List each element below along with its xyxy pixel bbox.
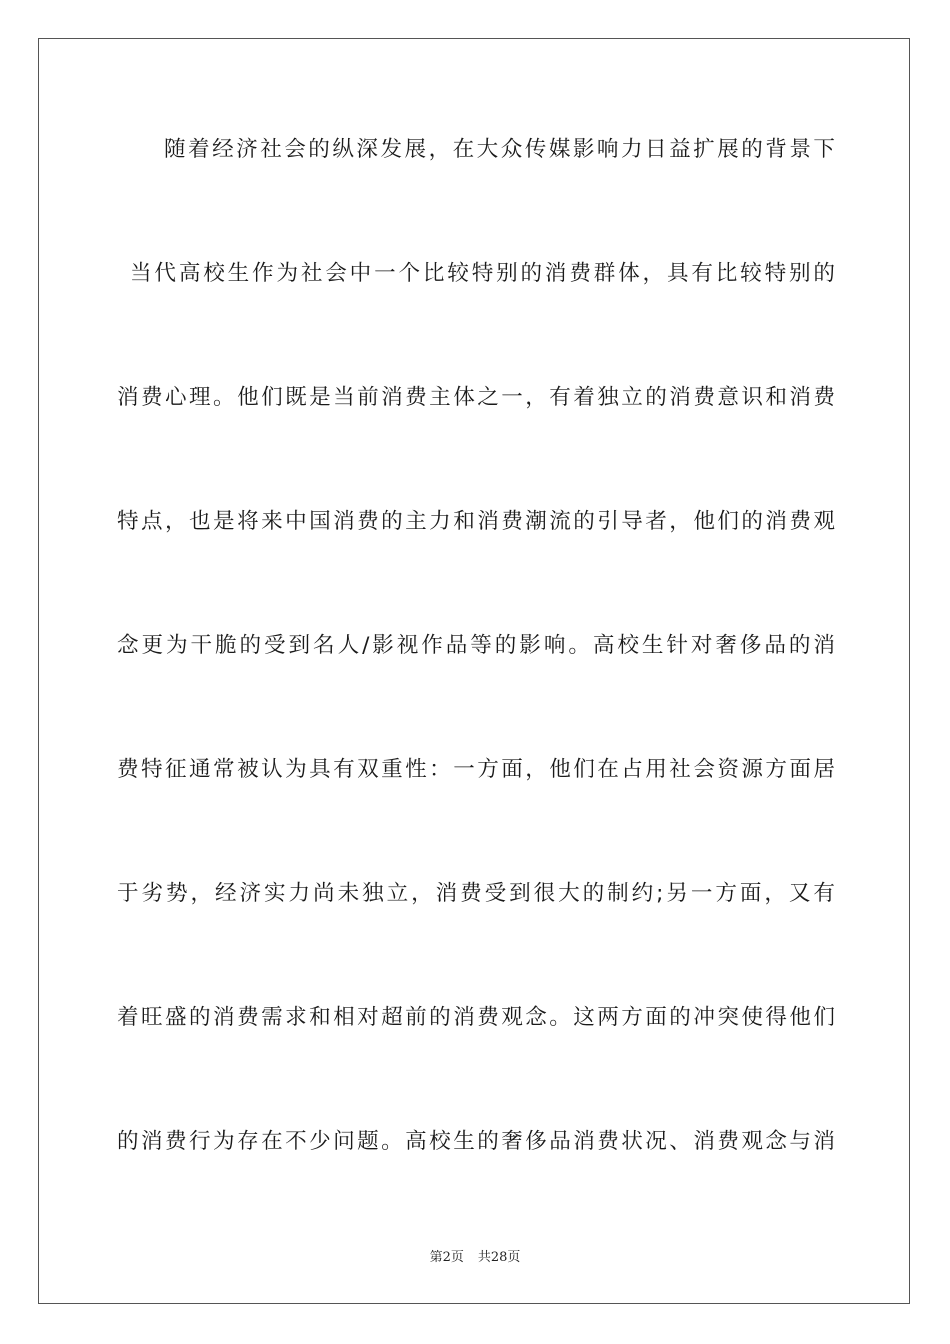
- page-footer: [0, 1246, 950, 1265]
- total-pages: 共28页: [477, 1250, 521, 1265]
- body-text-line-2: 当代高校生作为社会中一个比较特别的消费群体，具有比较特别的: [130, 261, 835, 286]
- body-text-line-6: 费特征通常被认为具有双重性：一方面，他们在占用社会资源方面居: [117, 757, 835, 782]
- body-text-line-4: 特点，也是将来中国消费的主力和消费潮流的引导者，他们的消费观: [117, 509, 835, 534]
- body-text-line-7: 于劣势，经济实力尚未独立，消费受到很大的制约;另一方面，又有: [117, 881, 835, 906]
- body-text-line-5: 念更为干脆的受到名人/影视作品等的影响。高校生针对奢侈品的消: [117, 633, 835, 658]
- page-number: 第2页: [429, 1250, 464, 1265]
- body-text-line-9: 的消费行为存在不少问题。高校生的奢侈品消费状况、消费观念与消: [117, 1129, 835, 1154]
- body-text-line-1: 随着经济社会的纵深发展，在大众传媒影响力日益扩展的背景下: [164, 137, 835, 162]
- body-text-line-3: 消费心理。他们既是当前消费主体之一，有着独立的消费意识和消费: [117, 385, 835, 410]
- body-text-line-8: 着旺盛的消费需求和相对超前的消费观念。这两方面的冲突使得他们: [117, 1005, 835, 1030]
- page-border: [38, 38, 910, 1304]
